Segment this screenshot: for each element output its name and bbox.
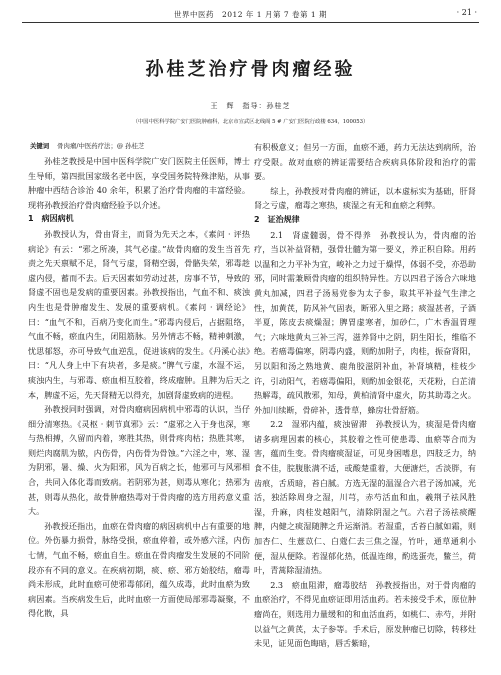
keywords-label: 关键词 <box>30 142 50 150</box>
paragraph: 孙桂芝教授是中国中医科学院广安门医院主任医师，博士生导师，第四批国家级名老中医，享受国务院特殊津贴，从事肿瘤中西结合诊治 40 余年，积累了治疗骨肉瘤的丰富经验。现将孙教授治疗骨肉瘤经验予以介述。 <box>28 156 250 210</box>
paragraph: 2.3 瘀血阻滞，瘤毒胶结 孙教授指出，对于骨肉瘤的血瘀治疗，不得见血瘀证即用活血药。若未接受手术，原位肿瘤尚在，则选用力量缓和的和血活血药，如桃仁、赤芍，并附以益气之黄芪，太子参等。手术后，原发肿瘤已切除，转移灶未见，证见面色晦暗，唇舌紫暗， <box>254 579 476 649</box>
paragraph: 2.1 肾虚髓弱，骨不得养 孙教授认为，骨肉瘤的治疗，当以补益肾精，强骨壮髓为第一要义，养正积自除。用药以温和之力平补为宜，峻补之力过于燥悍，体弱不受，亦恐助邪，同时需兼顾骨肉瘤的组织特异性。方以四君子汤合六味地黄丸加减，四君子汤易党参为太子参，取其平补益气生津之性，加黄芪，防风补气固表，断邪入里之路；痰湿甚者，子酒半夏，陈皮去痰燥湿；脾胃虚寒者，加砂仁，广木香温胃理气；六味地黄丸三补三泻，滋养肾中之阴，阴生阳长，维临不绝。若癌毒偏寒，阴毒内盛，则酌加附子，肉桂，振奋肾阳，另以阳和汤之熟地黄、鹿角胶滋阴补血，补肾填精，桂枝少许，引动阳气，若癌毒偏阳，则酌加金银花，天花粉，白芷清热解毒，疏风散邪，知母，黄柏清肾中虚火，防其助毒之火。外加川续断，骨碎补，透骨草，蜂房壮骨舒筋。 <box>254 229 476 415</box>
article-title: 孙桂芝治疗骨肉瘤经验 <box>145 59 356 80</box>
running-head: 世界中医药 2012 年 1 月第 7 卷第 1 期 <box>173 10 328 19</box>
section-heading: 1 病因病机 <box>28 214 74 224</box>
paragraph: 孙教授同时强调，对骨肉瘤病因病机中邪毒的认识，当仔细分清寒热。《灵枢 · 刺节真邪》云：“虚邪之入于身也深，寒与热相搏，久留而内着，寒胜其热，则骨疼肉枯；热胜其寒，则烂肉腐肌为脓，内伤骨，内伤骨为骨蚀。”六淫之中，寒、湿为阴邪，暑、燥、火为阳邪，风为百病之长，他邪可与风邪相合，共同入体化毒而致病。若阴邪为甚，则毒从寒化；热邪为甚，则毒从热化，故骨肿瘤热毒对于骨肉瘤的选方用药意义重大。 <box>28 404 250 517</box>
paragraph: 有积极意义；但另一方面，血瘀不通，药力无法达到病所，治疗受限。故对血瘀的辨证需要结合疾病具体阶段和治疗的需要。 <box>254 142 476 182</box>
paragraph: 孙教授还指出，血瘀在骨肉瘤的病因病机中占有重要的地位。外伤暴力损骨，脉络受损，瘀血停着，或外感六淫，内伤七情，气血不畅，瘀血自生。瘀血在骨肉瘤发生发展的不同阶段亦有不同的意义。在疾病初期，痰、瘀、邪方始胶结，瘤毒尚未形成，此时血瘀可使邪毒郁闭，蕴久成毒，此时血瘀为致病因素。当疾病发生后，此时血瘀一方面使局部邪毒凝聚，不得化散，具 <box>28 520 250 619</box>
keywords-line <box>30 141 144 150</box>
page-header <box>0 0 501 26</box>
left-column <box>28 154 250 621</box>
paragraph: 孙教授认为，骨由肾主，而肾为先天之本，《素问 · 评热病论》有云：“邪之所凑，其气必虚。”故骨肉瘤的发生当首先责之先天禀赋不足，肾气亏虚，肾精空弱，骨骼失荣，邪毒趁虚内侵，蓄而不去。后天因素如劳动过甚，房事不节，导致的肾虚不固也是发病的重要因素。孙教授指出，气血不和、痰浊内生也是骨肿瘤发生、发展的重要病机。《素问 · 调经论》曰：“血气不和，百病乃变化而生。”邪毒内侵后，占据阻络，气血不畅，瘀血内生，闭阻筋脉。另外情志不畅，精神刺激，忧思郁怒，亦可导致气血逆乱，促进该病的发生。《丹溪心法》曰：“凡人身上中下有块者，多是痰。”脾气亏虚，水湿不运，痰浊内生，与邪毒、瘀血相互胶着，终成瘤肿。且脾为后天之本，脾虚不运，先天肾精无以得充，加剧肾虚致病的进程。 <box>28 228 250 400</box>
article-affiliation: （中国中医科学院广安门医院肿瘤科，北京市宣武区北线阁 5 # 广安门医院行政楼 634，100053） <box>132 119 369 125</box>
keywords-text: 骨肉瘤/中医药疗法；@ 孙桂芝 <box>57 142 145 150</box>
right-column <box>254 140 476 651</box>
page-number: · 21 · <box>456 8 477 17</box>
paragraph: 2.2 湿邪内蕴，痰浊留滞 孙教授认为，痰湿是骨肉瘤诸多病理因素的核心，其胶着之性可使患毒、血瘀等合而为害，蕴而生变。骨肉瘤痰湿证，可见身困嗜息，四肢乏力，纳食不佳，脘腹胀满不适，或酸楚重着，大便溏烂，舌淡胖，有齿痕，舌质暗，苔白腻。方选无湿的温湿合六君子汤加减，光活，独活除周身之湿，川芎，赤芍活血和血，羲荆子祛风胜湿，升麻，肉桂发越阳气，清除阴湿之气。六君子汤祛痰醒脾，内健之痰湿随脾之升运渐消。若湿重，舌苔白腻如霜，则加杏仁、生薏苡仁、白蔻仁去三焦之湿，竹叶，通草通利小便，湿从便除。若湿郁化热，低温连绵，酌选蛋壳，鳖兰，荷叶，青蒿除湿清热。 <box>254 419 476 576</box>
article-authors: 王 辉 指导：孙桂芝 <box>210 102 291 110</box>
section-heading: 2 证治规律 <box>254 214 300 224</box>
header-rule <box>22 22 479 23</box>
paragraph: 综上，孙教授对骨肉瘤的辨证，以本虚标实为基础，肝肾肾之亏虚，瘤毒之寒热，痰湿之有无和血瘀之利弊。 <box>254 185 476 211</box>
